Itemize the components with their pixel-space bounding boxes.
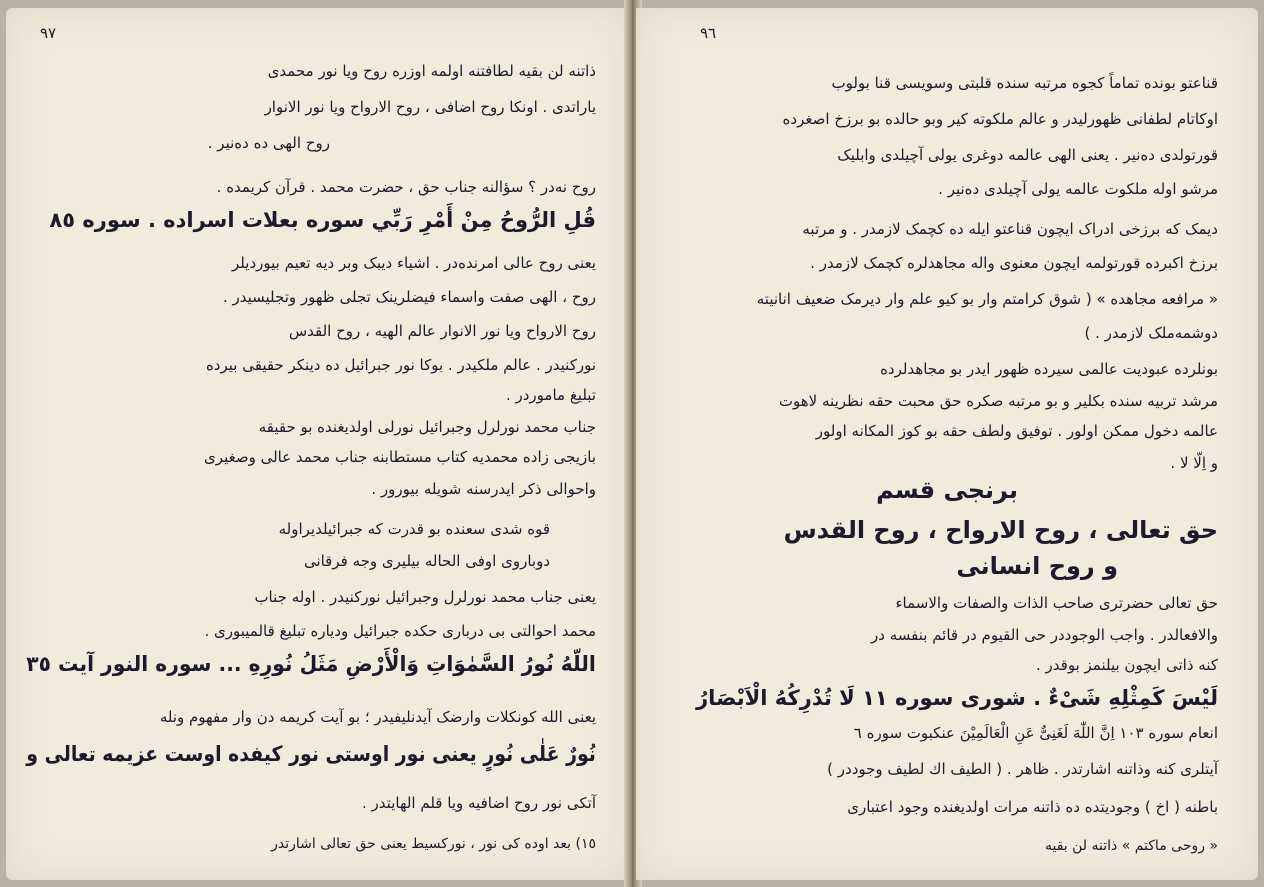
left-line-19: یعنی الله کونکلات وارضک آیدنلیفیدر ؛ بو آیت کریمه دن وار مفهوم ونله bbox=[159, 708, 596, 726]
right-line-5: دیمک که برزخی ادراک ایچون قناعتو ایله ده کچمک لازمدر . و مرتبه bbox=[802, 220, 1218, 238]
right-line-3: قورتولدی دەنیر . یعنی الهی عالمه دوغری یولی آچیلدی وابلیک bbox=[837, 146, 1218, 164]
left-line-9: نورکنیدر . عالم ملکیدر . بوکا نور جبرائیل ده دینکر حقیقی بیرده bbox=[205, 356, 596, 374]
left-line-11: جناب محمد نورلرل وجبرائیل نورلی اولدیغنده بو حقیقه bbox=[258, 418, 596, 436]
left-line-7: روح ، الهی صفت واسماء فیضلرینک تجلی ظهور وتجلیسیدر . bbox=[222, 288, 596, 306]
right-line-7: « مرافعه مجاهده » ( شوق کرامتم وار بو کیو علم وار دیرمک ضعیف انانیته bbox=[756, 290, 1218, 308]
right-line-17: والافعالدر . واجب الوجوددر حی القیوم در قائم بنفسه در bbox=[871, 626, 1218, 644]
section-title: برنجی قسم bbox=[876, 476, 1018, 504]
left-line-20: نُورٌ عَلٰی نُورٍ یعنی نور اوستی نور کیفده اوست عزیمه تعالی و bbox=[26, 742, 596, 766]
section-heading-line-1: حق تعالی ، روح الارواح ، روح القدس bbox=[783, 516, 1218, 544]
left-line-15: دوباروی اوفی الحاله بیلیری وجه فرقانی bbox=[303, 552, 550, 570]
right-line-21: آیتلری کنه وذاتنه اشارتدر . ظاهر . ( الطیف اك لطیف وجوددر ) bbox=[827, 760, 1218, 778]
left-line-1: ذاتنه لن بقیه لطافتنه اولمه اوزره روح ویا نور محمدی bbox=[267, 62, 596, 80]
right-line-10: مرشد تربیه سنده بکلیر و بو مرتبه صکره حق محبت حقه نظرینه لاهوت bbox=[778, 392, 1218, 410]
right-line-8: دوشمەملک لازمدر . ) bbox=[1084, 324, 1218, 342]
left-page-number: ٩٧ bbox=[40, 24, 57, 42]
right-line-6: برزخ اکبرده قورتولمه ایچون معنوی واله مجاهدلره کچمک لازمدر . bbox=[810, 254, 1218, 272]
left-line-6: یعنی روح عالی امرندەدر . اشیاء دیبک وبر دیه تعیم بیوردیلر bbox=[232, 254, 596, 272]
left-footnote: ١٥) بعد اوده کی نور ، نورکسیط یعنی حق تعالی اشارتدر bbox=[271, 836, 596, 852]
left-line-13: واحوالی ذکر ایدرسنه شویله بیورور . bbox=[371, 480, 596, 498]
right-page-number: ٩٦ bbox=[700, 24, 717, 42]
left-line-4: روح نەدر ؟ سؤالنه جناب حق ، حضرت محمد . قرآن کریمده . bbox=[216, 178, 596, 196]
left-line-2: یاراتدی . اونکا روح اضافی ، روح الارواح ویا نور الانوار bbox=[264, 98, 596, 116]
right-line-2: اوکاتام لطفانی ظهورلیدر و عالم ملکوته کیر وبو حالده بو برزخ اصغرده bbox=[782, 110, 1218, 128]
left-line-17: محمد احوالتی بی درباری حکده جبرائیل ودیاره تبلیغ قالمیبوری . bbox=[204, 622, 596, 640]
right-page bbox=[636, 8, 1258, 880]
left-line-12: بازیجی زاده محمدیه کتاب مستطابنه جناب محمد عالی وصغیری bbox=[204, 448, 596, 466]
left-page bbox=[6, 8, 630, 880]
left-line-21: آتکی نور روح اضافیه ویا قلم الهایتدر . bbox=[362, 794, 596, 812]
right-line-16: حق تعالی حضرتری صاحب الذات والصفات والاسماء bbox=[895, 594, 1218, 612]
left-line-3: روح الهی ده دەنیر . bbox=[207, 134, 330, 152]
section-heading-line-2: و روح انسانی bbox=[956, 552, 1118, 580]
right-footnote: « روحی ماکتم » ذاتنه لن بقیه bbox=[1044, 838, 1218, 854]
right-line-1: قناعتو بونده تماماً کجوه مرتبه سنده قلبتی وسویسی قنا بولوب bbox=[831, 74, 1218, 92]
left-line-18: اللّهُ نُورُ السَّمٰوَاتِ وَالْأَرْضِ مَثَلُ نُورِهِ ... سوره النور آیت ٣٥ bbox=[26, 652, 596, 676]
left-line-5: قُلِ الرُّوحُ مِنْ أَمْرِ رَبِّي سوره بعلات اسراده . سوره ٨٥ bbox=[49, 208, 596, 232]
right-line-22: باطنه ( اخ ) وجودیتده ده ذاتنه مرات اولدیغنده وجود اعتباری bbox=[847, 798, 1218, 816]
right-line-20: انعام سوره ١٠٣ اِنَّ اللّٰهَ لَغَنِیٌّ عَنِ الْعَالَمِیْنَ عنکبوت سوره ٦ bbox=[853, 724, 1218, 742]
right-line-9: بونلرده عبودیت عالمی سیرده ظهور ایدر بو مجاهدلرده bbox=[880, 360, 1218, 378]
right-line-4: مرشو اوله ملکوت عالمه یولی آچیلدی دەنیر . bbox=[938, 180, 1218, 198]
left-line-16: یعنی جناب محمد نورلرل وجبرائیل نورکنیدر . اوله جناب bbox=[254, 588, 596, 606]
right-line-12: و اِلّا لا . bbox=[1170, 454, 1218, 472]
left-line-10: تبلیغ ماموردر . bbox=[505, 386, 596, 404]
left-line-8: روح الارواح ویا نور الانوار عالم الهیه ، روح القدس bbox=[288, 322, 596, 340]
right-line-18: کنه ذاتی ایچون بیلنمز بوقدر . bbox=[1036, 656, 1218, 674]
right-line-19: لَیْسَ کَمِثْلِهِ شَیْءٌ . شوری سوره ۱۱ لَا تُدْرِکُهُ الْاَبْصَارُ bbox=[696, 686, 1218, 710]
left-line-14: قوه شدی سعنده بو قدرت که جبرائیلدیراوله bbox=[278, 520, 550, 538]
right-line-11: عالمه دخول ممکن اولور . توفیق ولطف حقه بو کوز المکانه اولور bbox=[815, 422, 1218, 440]
